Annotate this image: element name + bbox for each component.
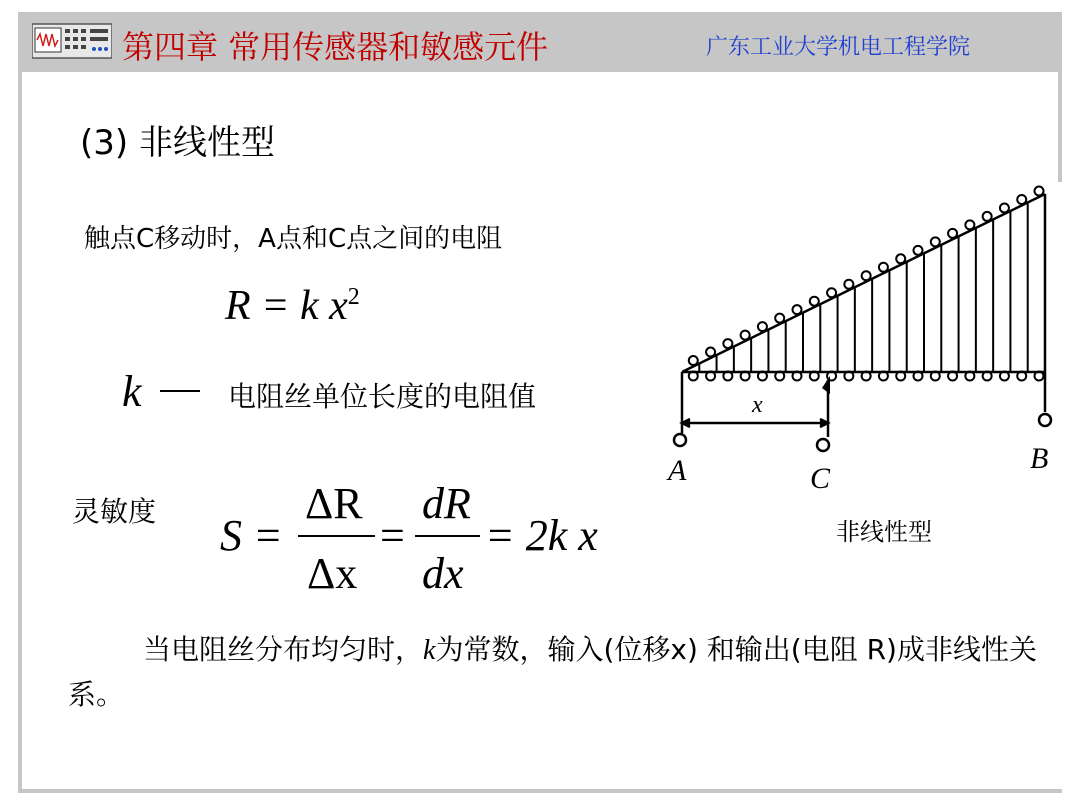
frac2-denominator: dx bbox=[422, 549, 464, 598]
conclusion-paragraph bbox=[68, 628, 1053, 717]
formula-resistance-body: R = k x bbox=[225, 283, 348, 329]
frame-bottom bbox=[18, 789, 1062, 793]
frame-left bbox=[18, 72, 22, 792]
label-A: A bbox=[668, 454, 687, 487]
label-C: C bbox=[810, 462, 831, 495]
equals-sign: = bbox=[380, 511, 405, 560]
label-B: B bbox=[1030, 442, 1049, 475]
frac1-numerator: ΔR bbox=[305, 479, 363, 528]
label-x: x bbox=[752, 392, 763, 418]
k-symbol: k bbox=[122, 367, 142, 416]
paragraph-k: k bbox=[423, 635, 436, 666]
formula-s-left: S = bbox=[220, 511, 283, 560]
chapter-title: 第四章 常用传感器和敏感元件 bbox=[122, 28, 549, 66]
formula-s-right: = 2k x bbox=[485, 511, 598, 560]
section-heading: (3) 非线性型 bbox=[80, 123, 275, 163]
frac1-denominator: Δx bbox=[307, 549, 358, 598]
formula-resistance bbox=[225, 282, 360, 330]
formula-sensitivity bbox=[210, 470, 630, 600]
frac2-numerator: dR bbox=[422, 479, 471, 528]
paragraph-part2: 为常数，输入(位移x) 和输出(电阻 R)成非线性关系。 bbox=[68, 633, 1037, 711]
sensitivity-label: 灵敏度 bbox=[72, 495, 157, 528]
paragraph-part1: 当电阻丝分布均匀时， bbox=[143, 633, 424, 666]
resistance-text: 触点C移动时，A点和C点之间的电阻 bbox=[84, 224, 503, 254]
k-dash bbox=[160, 390, 200, 392]
resistance-coil bbox=[689, 187, 1045, 381]
formula-exponent: 2 bbox=[347, 284, 360, 310]
frame-right bbox=[1058, 12, 1062, 182]
oscilloscope-icon bbox=[32, 22, 112, 60]
k-description: 电阻丝单位长度的电阻值 bbox=[228, 380, 537, 413]
nonlinear-potentiometer-diagram bbox=[660, 180, 1070, 500]
school-name: 广东工业大学机电工程学院 bbox=[706, 35, 971, 60]
diagram-caption: 非线性型 bbox=[836, 518, 932, 546]
